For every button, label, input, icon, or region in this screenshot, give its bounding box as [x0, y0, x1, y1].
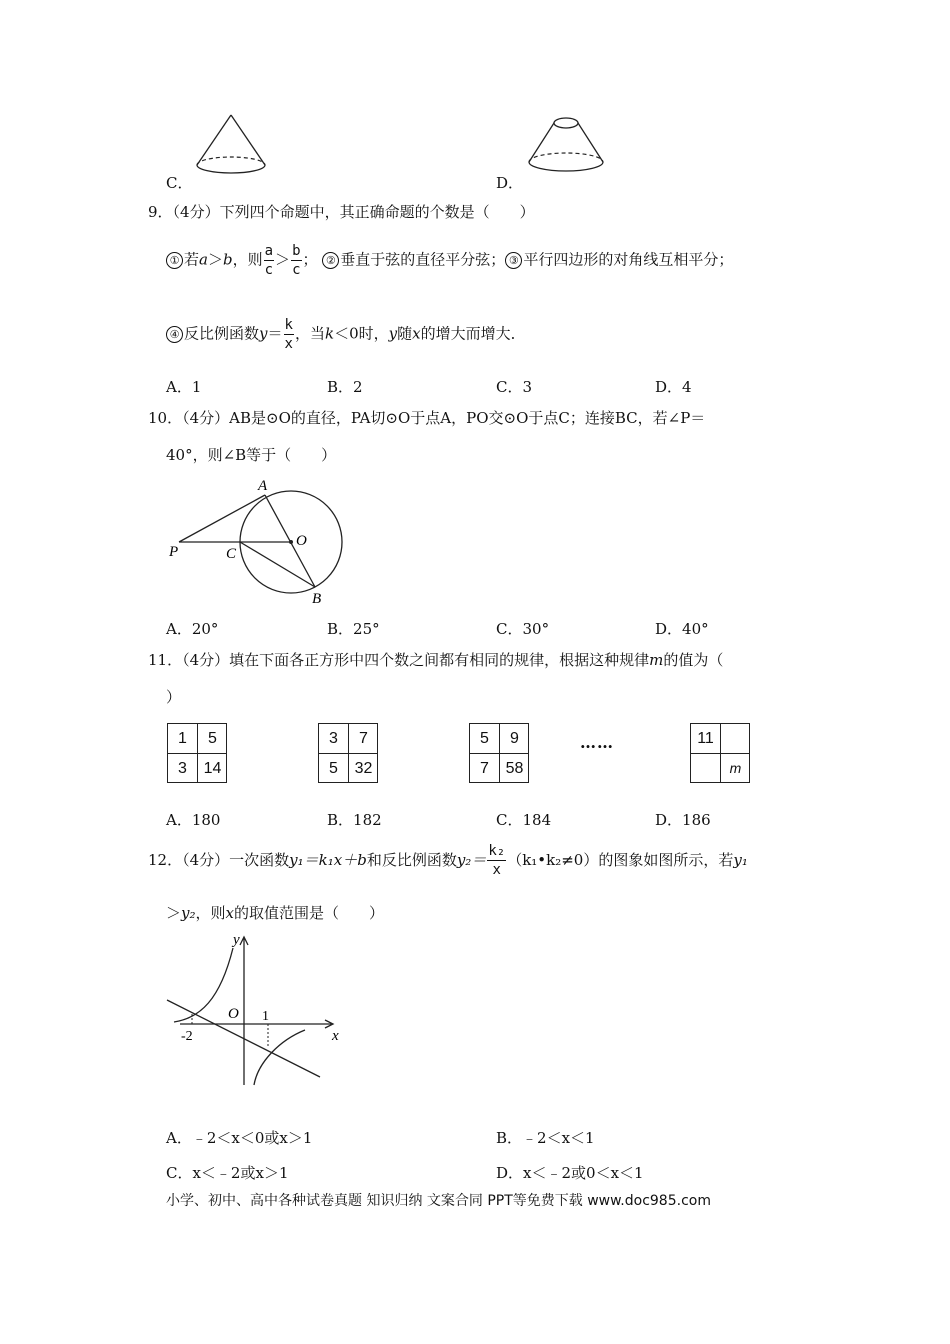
- var-k: k: [324, 324, 335, 343]
- text: （k₁•k₂≠0）的图象如图所示，若: [507, 851, 734, 869]
- q12-option-d: D．x＜﹣2或0＜x＜1: [496, 1164, 644, 1182]
- cell: 9: [510, 730, 519, 747]
- label-x: x: [332, 1028, 339, 1044]
- text: 随: [397, 324, 413, 343]
- label-origin: O: [228, 1006, 239, 1022]
- cell: 7: [359, 730, 368, 747]
- var-y2: y₂: [181, 904, 196, 922]
- text: ＝: [267, 324, 283, 343]
- q12-number: 12．: [148, 851, 183, 869]
- cell: 58: [505, 760, 524, 777]
- text: ，则: [195, 904, 226, 922]
- text: 的取值范围是（ ）: [234, 904, 385, 922]
- cell: 14: [203, 760, 222, 777]
- var-y1: y₁: [733, 851, 748, 869]
- numerator: a: [264, 243, 274, 259]
- q11-number: 11．: [148, 651, 183, 669]
- q11-stem-line1: [148, 653, 723, 668]
- denominator: c: [292, 262, 301, 278]
- q9-number: 9．: [148, 203, 173, 221]
- cell: 7: [480, 760, 489, 777]
- q11-option-c: C．184: [496, 811, 552, 829]
- label-a: A: [258, 478, 268, 494]
- function-graph-figure: [160, 930, 350, 1090]
- q10-stem-line2: 40°，则∠B等于（ ）: [166, 446, 337, 464]
- circle-tangent-figure: [160, 475, 360, 610]
- q10-number: 10．: [148, 409, 183, 427]
- cell: 11: [697, 730, 714, 747]
- fraction-a-over-c: [264, 244, 274, 277]
- q11-option-a: A．180: [166, 811, 221, 829]
- fraction-k-over-x: [284, 318, 294, 351]
- q9-option-a: A．1: [166, 378, 202, 396]
- text: ＞: [207, 250, 223, 269]
- cell: 32: [354, 760, 373, 777]
- circled-one: ①: [166, 252, 183, 269]
- number-square-3: [469, 723, 529, 783]
- q9-stem: [148, 205, 535, 220]
- text: ，当: [294, 324, 325, 343]
- var-x: x: [225, 904, 234, 922]
- var-y: y: [388, 324, 398, 343]
- text: 和反比例函数: [366, 851, 457, 869]
- q8-option-c: C．: [166, 174, 193, 192]
- number-square-2: [318, 723, 378, 783]
- inverse-function: y₂＝: [456, 851, 487, 869]
- cell: 1: [178, 730, 187, 747]
- number-square-last: [690, 723, 750, 783]
- cell: [721, 724, 750, 753]
- text: ；: [302, 250, 318, 269]
- footer-text: 小学、初中、高中各种试卷真题 知识归纳 文案合同 PPT等免费下载 www.doc985.com: [166, 1193, 711, 1209]
- fraction-k2-over-x: [487, 844, 506, 877]
- q11-score: （4分）: [182, 651, 230, 669]
- circled-two: ②: [322, 252, 339, 269]
- label-c: C: [226, 546, 237, 562]
- text: 反比例函数: [184, 324, 260, 343]
- q10-option-d: D．40°: [655, 620, 709, 638]
- numerator: k₂: [488, 843, 506, 859]
- denominator: x: [284, 336, 293, 352]
- text: ＜0时，: [334, 324, 389, 343]
- label-neg2: -2: [181, 1029, 193, 1044]
- denominator: c: [264, 262, 274, 278]
- fraction-b-over-c: [291, 244, 301, 277]
- var-a: a: [199, 250, 208, 269]
- var-b: b: [222, 250, 233, 269]
- cell: 5: [329, 760, 338, 777]
- var-y: y: [259, 324, 268, 343]
- label-o: O: [296, 533, 307, 549]
- cell-m: m: [729, 760, 742, 776]
- q10-option-a: A．20°: [166, 620, 219, 638]
- q10-option-b: B．25°: [327, 620, 380, 638]
- label-y: y: [233, 932, 240, 948]
- q12-score: （4分）: [182, 851, 230, 869]
- text: ＞: [166, 904, 182, 922]
- ellipsis-dots: ……: [580, 733, 614, 752]
- q10-option-c: C．30°: [496, 620, 550, 638]
- q12-option-c: C．x＜﹣2或x＞1: [166, 1164, 289, 1182]
- cell: 5: [480, 730, 489, 747]
- cell: [691, 754, 720, 783]
- var-m: m: [649, 651, 664, 669]
- q11-text: 填在下面各正方形中四个数之间都有相同的规律，根据这种规律: [229, 651, 650, 669]
- circled-three: ③: [505, 252, 522, 269]
- text: 垂直于弦的直径平分弦；: [340, 250, 506, 269]
- text: 一次函数: [229, 851, 290, 869]
- cone-figure: [190, 110, 280, 185]
- q10-text: AB是⊙O的直径，PA切⊙O于点A，PO交⊙O于点C；连接BC，若∠P＝: [229, 409, 706, 427]
- numerator: k: [284, 317, 293, 333]
- q12-stem-line1: [148, 844, 748, 877]
- q9-option-c: C．3: [496, 378, 533, 396]
- q12-stem-line2: [166, 906, 384, 921]
- q9-text: 下列四个命题中，其正确命题的个数是（ ）: [219, 203, 535, 221]
- var-x: x: [412, 324, 421, 343]
- q8-option-d: D．: [496, 174, 524, 192]
- q12-option-b: B．﹣2＜x＜1: [496, 1129, 595, 1147]
- cell: 3: [329, 730, 338, 747]
- q11-option-d: D．186: [655, 811, 711, 829]
- q11-text-end: 的值为（: [663, 651, 724, 669]
- q9-score: （4分）: [172, 203, 220, 221]
- text: ，则: [232, 250, 263, 269]
- text: 平行四边形的对角线互相平分；: [523, 250, 734, 269]
- linear-function: y₁＝k₁x＋b: [289, 851, 367, 869]
- text: ＞: [275, 250, 291, 269]
- text: 的增大而增大．: [420, 324, 526, 343]
- number-square-1: [167, 723, 227, 783]
- label-b: B: [312, 591, 322, 607]
- q9-propositions-line1: [166, 244, 733, 277]
- q11-stem-line2: ）: [166, 688, 182, 706]
- q11-option-b: B．182: [327, 811, 382, 829]
- circled-four: ④: [166, 326, 183, 343]
- q12-option-a: A．﹣2＜x＜0或x＞1: [166, 1129, 313, 1147]
- cell: 3: [178, 760, 187, 777]
- frustum-figure: [520, 112, 615, 187]
- q9-proposition-4: [166, 318, 526, 351]
- text: 若: [184, 250, 200, 269]
- cell: 5: [208, 730, 217, 747]
- numerator: b: [292, 243, 301, 259]
- q10-score: （4分）: [182, 409, 230, 427]
- label-one: 1: [262, 1009, 269, 1024]
- denominator: x: [492, 862, 501, 878]
- q9-option-d: D．4: [655, 378, 692, 396]
- label-p: P: [169, 544, 179, 560]
- q10-stem-line1: [148, 411, 705, 426]
- q9-option-b: B．2: [327, 378, 363, 396]
